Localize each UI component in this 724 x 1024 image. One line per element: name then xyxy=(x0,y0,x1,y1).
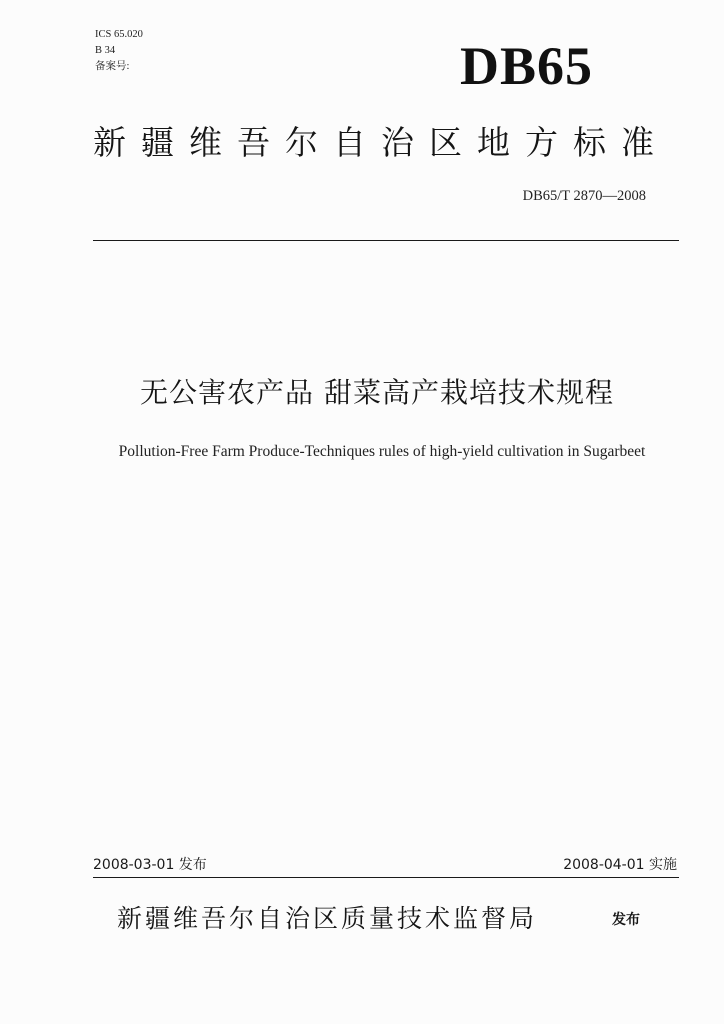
standard-code-mark: DB65 xyxy=(460,36,594,96)
issuing-authority: 新疆维吾尔自治区质量技术监督局 xyxy=(117,904,538,933)
issue-date: 2008-03-01 发布 xyxy=(93,857,207,873)
issued-label: 发布 xyxy=(612,912,640,928)
authority-title: 新疆维吾尔自治区地方标准 xyxy=(93,123,669,162)
standard-number: DB65/T 2870—2008 xyxy=(522,188,646,204)
top-divider xyxy=(93,240,679,241)
classification-block xyxy=(95,27,143,75)
document-title-chinese: 无公害农产品 甜菜高产栽培技术规程 xyxy=(140,376,614,409)
ccs-code: B 34 xyxy=(95,45,116,56)
filing-number-label: 备案号: xyxy=(95,61,130,72)
bottom-divider xyxy=(93,877,679,878)
implementation-date: 2008-04-01 实施 xyxy=(563,857,677,873)
ics-code: ICS 65.020 xyxy=(95,29,143,40)
document-title-english: Pollution-Free Farm Produce-Techniques rules of high-yield cultivation in Sugarbeet xyxy=(118,443,646,460)
